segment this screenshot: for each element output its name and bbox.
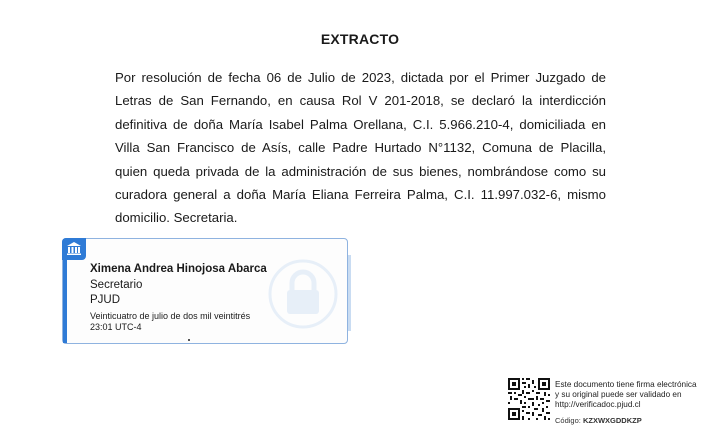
- electronic-signature-box: [62, 238, 348, 344]
- verification-code: [555, 416, 642, 425]
- verification-code-value: KZXWXGDDKZP: [582, 416, 642, 425]
- signature-date-text: Veinticuatro de julio de dos mil veintitrés: [90, 311, 251, 321]
- verification-line: Este documento tiene firma electrónica: [555, 380, 697, 389]
- document-title: EXTRACTO: [320, 31, 400, 47]
- signature-side-bar: [348, 255, 351, 331]
- padlock-icon: [268, 259, 338, 329]
- signer-organization: PJUD: [90, 294, 121, 306]
- verification-notice: [555, 380, 720, 409]
- body-line: curadora general a doña María Eliana Ferreira Palma, C.I. 11.997.032-6, mismo: [115, 187, 606, 203]
- body-line: Villa San Francisco de Asís, calle Padre Hurtado N°1132, Comuna de Placilla,: [115, 140, 606, 156]
- courthouse-icon: [66, 241, 82, 256]
- signature-date: [90, 311, 250, 333]
- signature-dot: [188, 339, 190, 341]
- body-line: quien queda privada de la administración de sus bienes, nombrándose como su: [115, 163, 606, 179]
- signer-name: Ximena Andrea Hinojosa Abarca: [90, 263, 267, 275]
- body-line: definitiva de doña María Isabel Palma Orellana, C.I. 5.966.210-4, domiciliada en: [115, 116, 606, 132]
- signature-seal: [62, 238, 86, 260]
- signature-time-text: 23:01 UTC-4: [90, 322, 142, 332]
- verification-url[interactable]: http://verificadoc.pjud.cl: [555, 399, 641, 409]
- body-line: domicilio. Secretaria.: [115, 210, 238, 226]
- signer-role: Secretario: [90, 279, 143, 291]
- verification-line: y su original puede ser validado en: [555, 389, 682, 399]
- extract-body: [115, 66, 606, 230]
- verification-code-label: Código:: [555, 416, 581, 425]
- body-line: Por resolución de fecha 06 de Julio de 2023, dictada por el Primer Juzgado de: [115, 70, 606, 85]
- qr-code: [507, 377, 551, 421]
- body-line: Letras de San Fernando, en causa Rol V 201-2018, se declaró la interdicción: [115, 93, 606, 109]
